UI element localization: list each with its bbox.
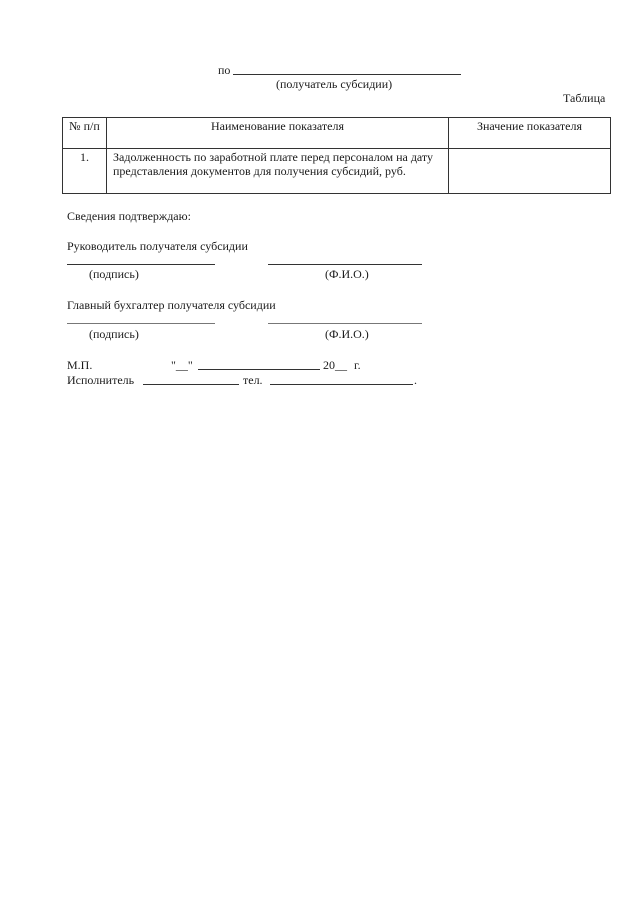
column-header-name: Наименование показателя: [107, 118, 449, 149]
indicators-table: [62, 117, 611, 194]
head-title: Руководитель получателя субсидии: [67, 239, 248, 253]
head-name-caption: (Ф.И.О.): [325, 267, 369, 281]
confirm-text: Сведения подтверждаю:: [67, 209, 191, 223]
table-header-row: [63, 118, 611, 149]
row-indicator-name: Задолженность по заработной плате перед персоналом на дату представления документов для получения субсидий, руб.: [107, 149, 449, 194]
date-month-line: [198, 369, 320, 370]
row-indicator-value: [449, 149, 611, 194]
row-number: 1.: [63, 149, 107, 194]
po-label: по: [218, 63, 231, 77]
head-sign-caption: (подпись): [89, 267, 139, 281]
executor-line: [143, 384, 239, 385]
accountant-name-line: [268, 323, 422, 324]
column-header-number: № п/п: [63, 118, 107, 149]
recipient-caption: (получатель субсидии): [276, 77, 393, 91]
column-header-value: Значение показателя: [449, 118, 611, 149]
stamp-label: М.П.: [67, 358, 93, 372]
date-year: 20__: [323, 358, 347, 372]
phone-label: тел.: [243, 373, 263, 387]
executor-label: Исполнитель: [67, 373, 135, 387]
phone-line: [270, 384, 413, 385]
accountant-sign-line: [67, 323, 215, 324]
table-caption: Таблица: [563, 91, 606, 105]
head-name-line: [268, 264, 422, 265]
date-year-suffix: г.: [354, 358, 361, 372]
accountant-name-caption: (Ф.И.О.): [325, 327, 369, 341]
accountant-sign-caption: (подпись): [89, 327, 139, 341]
table-row: [63, 149, 611, 194]
recipient-line: [233, 74, 461, 75]
phone-end-dot: .: [414, 373, 417, 387]
date-day: "__": [171, 358, 193, 372]
accountant-title: Главный бухгалтер получателя субсидии: [67, 298, 276, 312]
head-sign-line: [67, 264, 215, 265]
